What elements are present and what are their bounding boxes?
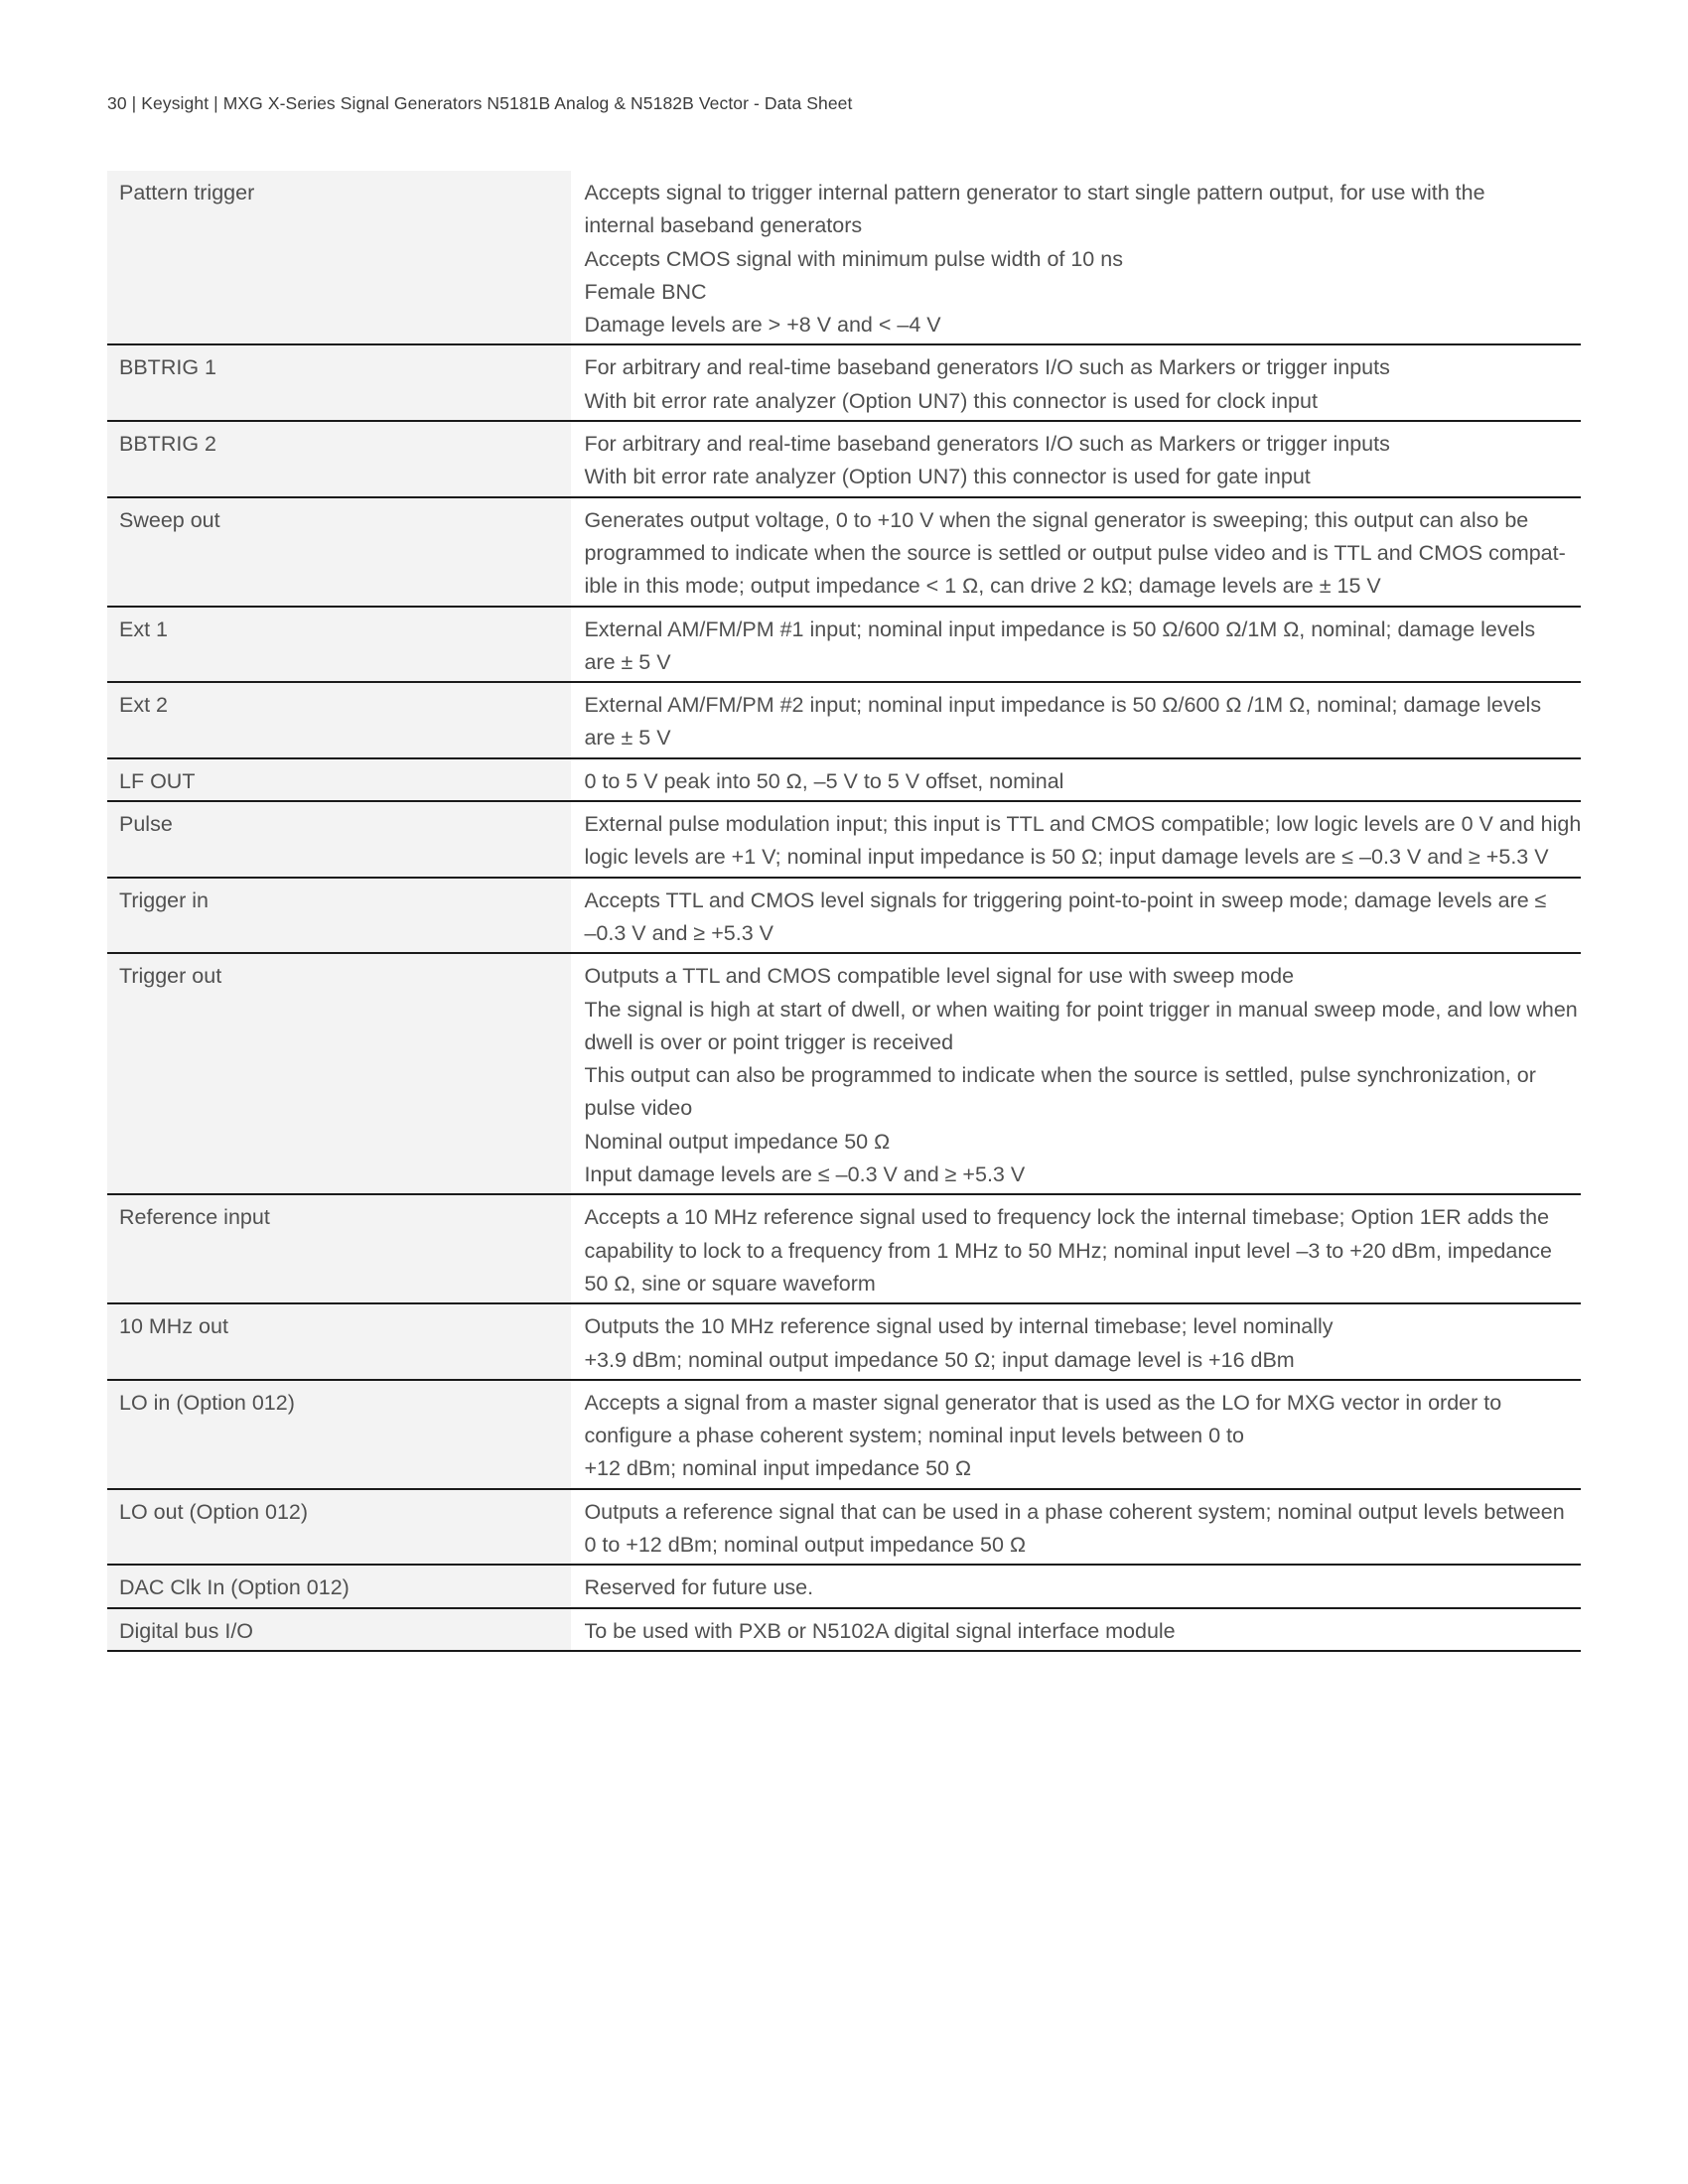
connector-spec-table — [107, 171, 1581, 1652]
spec-row — [107, 1489, 1581, 1566]
spec-row-description — [571, 607, 1581, 683]
description-line: 0 to 5 V peak into 50 Ω, –5 V to 5 V offset, nominal — [584, 768, 1064, 793]
description-line: are ± 5 V — [584, 649, 671, 674]
description-line: External AM/FM/PM #1 input; nominal input impedance is 50 Ω/600 Ω/1M Ω, nominal; damage levels — [584, 616, 1536, 641]
spec-row — [107, 1565, 1581, 1607]
spec-row-label: BBTRIG 2 — [107, 421, 571, 497]
description-line: internal baseband generators — [584, 213, 863, 238]
spec-row-description — [571, 1194, 1581, 1303]
description-line: Generates output voltage, 0 to +10 V when the signal generator is sweeping; this output can also be — [584, 507, 1529, 532]
spec-row — [107, 953, 1581, 1194]
description-line: Accepts CMOS signal with minimum pulse width of 10 ns — [584, 246, 1123, 271]
spec-row-description — [571, 1608, 1581, 1651]
spec-table-body — [107, 171, 1581, 1651]
description-line: External AM/FM/PM #2 input; nominal input impedance is 50 Ω/600 Ω /1M Ω, nominal; damage levels — [584, 693, 1542, 718]
description-line: pulse video — [584, 1096, 693, 1121]
description-line: +12 dBm; nominal input impedance 50 Ω — [584, 1456, 972, 1481]
spec-row-label: Trigger out — [107, 953, 571, 1194]
spec-row-label: Reference input — [107, 1194, 571, 1303]
spec-row-description — [571, 1489, 1581, 1566]
spec-row-description — [571, 421, 1581, 497]
spec-row-description — [571, 801, 1581, 878]
spec-row — [107, 607, 1581, 683]
description-line: 0 to +12 dBm; nominal output impedance 50 Ω — [584, 1532, 1027, 1557]
spec-row-label: Ext 1 — [107, 607, 571, 683]
description-line: With bit error rate analyzer (Option UN7) this connector is used for clock input — [584, 388, 1318, 413]
description-line: Accepts signal to trigger internal pattern generator to start single pattern output, for use with the — [584, 181, 1485, 205]
description-line: Damage levels are > +8 V and < –4 V — [584, 313, 941, 338]
spec-row-label: DAC Clk In (Option 012) — [107, 1565, 571, 1607]
spec-row-description — [571, 878, 1581, 954]
description-line: With bit error rate analyzer (Option UN7) this connector is used for gate input — [584, 465, 1311, 489]
description-line: Accepts TTL and CMOS level signals for triggering point-to-point in sweep mode; damage levels are ≤ — [584, 887, 1547, 912]
description-line: Accepts a signal from a master signal generator that is used as the LO for MXG vector in order to — [584, 1390, 1502, 1415]
description-line: logic levels are +1 V; nominal input impedance is 50 Ω; input damage levels are ≤ –0.3 V and ≥ +5.3 V — [584, 845, 1549, 870]
description-line: ible in this mode; output impedance < 1 Ω, can drive 2 kΩ; damage levels are ± 15 V — [584, 574, 1381, 599]
spec-row-label: Trigger in — [107, 878, 571, 954]
spec-row-label: Digital bus I/O — [107, 1608, 571, 1651]
spec-row-description — [571, 953, 1581, 1194]
spec-row-label: Ext 2 — [107, 682, 571, 758]
spec-row-description — [571, 1565, 1581, 1607]
spec-row — [107, 497, 1581, 607]
description-line: are ± 5 V — [584, 726, 671, 751]
spec-row-label: LF OUT — [107, 758, 571, 801]
description-line: This output can also be programmed to indicate when the source is settled, pulse synchronization, or — [584, 1063, 1536, 1088]
spec-row — [107, 801, 1581, 878]
spec-row — [107, 682, 1581, 758]
description-line: Female BNC — [584, 279, 707, 304]
spec-row-description — [571, 1380, 1581, 1489]
spec-row — [107, 1608, 1581, 1651]
description-line: To be used with PXB or N5102A digital signal interface module — [584, 1618, 1176, 1643]
spec-row-description — [571, 171, 1581, 344]
spec-row — [107, 1380, 1581, 1489]
spec-row-label: Pattern trigger — [107, 171, 571, 344]
page-header: 30 | Keysight | MXG X-Series Signal Generators N5181B Analog & N5182B Vector - Data Sheet — [107, 93, 853, 113]
description-line: Outputs the 10 MHz reference signal used by internal timebase; level nominally — [584, 1314, 1334, 1339]
spec-row-label: BBTRIG 1 — [107, 344, 571, 421]
description-line: configure a phase coherent system; nominal input levels between 0 to — [584, 1424, 1244, 1448]
description-line: For arbitrary and real-time baseband generators I/O such as Markers or trigger inputs — [584, 355, 1390, 380]
spec-row-label: LO out (Option 012) — [107, 1489, 571, 1566]
description-line: Reserved for future use. — [584, 1575, 814, 1600]
description-line: Outputs a reference signal that can be used in a phase coherent system; nominal output levels between — [584, 1499, 1565, 1524]
spec-row-label: 10 MHz out — [107, 1303, 571, 1380]
spec-row — [107, 421, 1581, 497]
spec-row-label: Pulse — [107, 801, 571, 878]
spec-row-label: LO in (Option 012) — [107, 1380, 571, 1489]
spec-row — [107, 758, 1581, 801]
description-line: Accepts a 10 MHz reference signal used to frequency lock the internal timebase; Option 1ER adds the — [584, 1205, 1550, 1230]
spec-row — [107, 171, 1581, 344]
spec-row-description — [571, 344, 1581, 421]
spec-row-description — [571, 1303, 1581, 1380]
spec-row-description — [571, 758, 1581, 801]
description-line: dwell is over or point trigger is received — [584, 1029, 954, 1054]
description-line: Nominal output impedance 50 Ω — [584, 1129, 891, 1154]
spec-row — [107, 1303, 1581, 1380]
spec-row — [107, 344, 1581, 421]
spec-row — [107, 1194, 1581, 1303]
spec-row-description — [571, 497, 1581, 607]
description-line: capability to lock to a frequency from 1 MHz to 50 MHz; nominal input level –3 to +20 dBm, impedance — [584, 1238, 1553, 1263]
description-line: 50 Ω, sine or square waveform — [584, 1271, 876, 1296]
spec-row — [107, 878, 1581, 954]
description-line: Outputs a TTL and CMOS compatible level signal for use with sweep mode — [584, 964, 1295, 989]
description-line: +3.9 dBm; nominal output impedance 50 Ω; input damage level is +16 dBm — [584, 1347, 1295, 1372]
spec-row-description — [571, 682, 1581, 758]
spec-row-label: Sweep out — [107, 497, 571, 607]
description-line: The signal is high at start of dwell, or when waiting for point trigger in manual sweep mode, and low when — [584, 997, 1578, 1022]
description-line: –0.3 V and ≥ +5.3 V — [584, 920, 774, 945]
description-line: External pulse modulation input; this input is TTL and CMOS compatible; low logic levels are 0 V and high — [584, 812, 1582, 837]
description-line: For arbitrary and real-time baseband generators I/O such as Markers or trigger inputs — [584, 432, 1390, 457]
description-line: programmed to indicate when the source is settled or output pulse video and is TTL and CMOS compat- — [584, 540, 1566, 565]
description-line: Input damage levels are ≤ –0.3 V and ≥ +5.3 V — [584, 1162, 1026, 1187]
